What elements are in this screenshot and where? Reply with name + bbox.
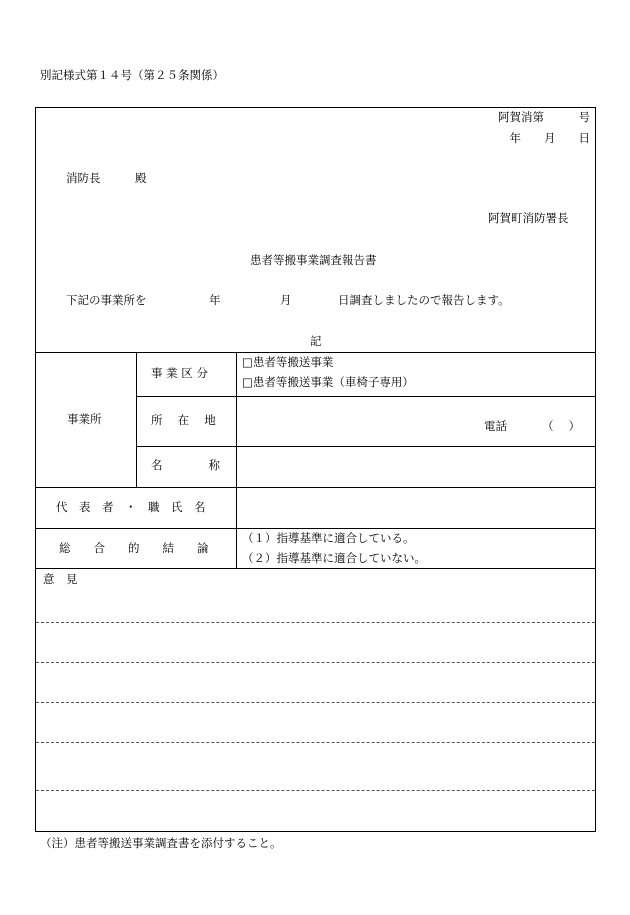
opinion-line xyxy=(36,742,595,743)
opinion-line xyxy=(36,662,595,663)
conclusion-label: 総 合 的 結 論 xyxy=(59,541,209,555)
addressee: 消防長 殿 xyxy=(66,171,147,185)
category-label: 事 業 区 分 xyxy=(151,366,208,380)
row-line-5 xyxy=(36,568,595,569)
conclusion-option-2: （２）指導基準に適合していない。 xyxy=(242,551,426,565)
opinion-label: 意 見 xyxy=(43,572,78,586)
col-line-2 xyxy=(236,352,237,568)
footnote: （注）患者等搬送事業調査書を添付すること。 xyxy=(40,836,282,850)
phone-parens: （ ） xyxy=(542,419,581,433)
phone-label: 電話 xyxy=(484,419,507,433)
address-label: 所 在 地 xyxy=(151,413,216,427)
office-label: 事業所 xyxy=(67,412,102,426)
conclusion-option-1: （１）指導基準に適合している。 xyxy=(242,531,415,545)
report-date: 年 月 日 xyxy=(509,131,590,145)
intro-year: 年 xyxy=(209,293,221,307)
col-line-1 xyxy=(136,352,137,487)
intro-prefix: 下記の事業所を xyxy=(66,293,147,307)
row-line-2 xyxy=(136,446,595,447)
opinion-line xyxy=(36,790,595,791)
intro-month: 月 xyxy=(280,293,292,307)
table-top-line xyxy=(36,352,595,353)
doc-number: 阿賀消第 号 xyxy=(498,110,590,124)
row-line-3 xyxy=(36,487,595,488)
category-option-2: □患者等搬送事業（車椅子専用） xyxy=(242,375,414,389)
issuer: 阿賀町消防署長 xyxy=(488,211,569,225)
name-label: 名 称 xyxy=(151,458,220,472)
form-number: 別記様式第１４号（第２５条関係） xyxy=(40,68,224,82)
report-title: 患者等搬事業調査報告書 xyxy=(250,253,377,267)
row-line-1 xyxy=(136,396,595,397)
row-line-4 xyxy=(36,528,595,529)
opinion-line xyxy=(36,622,595,623)
representative-label: 代 表 者 ・ 職 氏 名 xyxy=(56,500,206,514)
intro-suffix: 日調査しましたので報告します。 xyxy=(338,293,510,307)
category-option-1: □患者等搬送事業 xyxy=(242,355,334,369)
opinion-line xyxy=(36,702,595,703)
ki-label: 記 xyxy=(310,334,322,348)
